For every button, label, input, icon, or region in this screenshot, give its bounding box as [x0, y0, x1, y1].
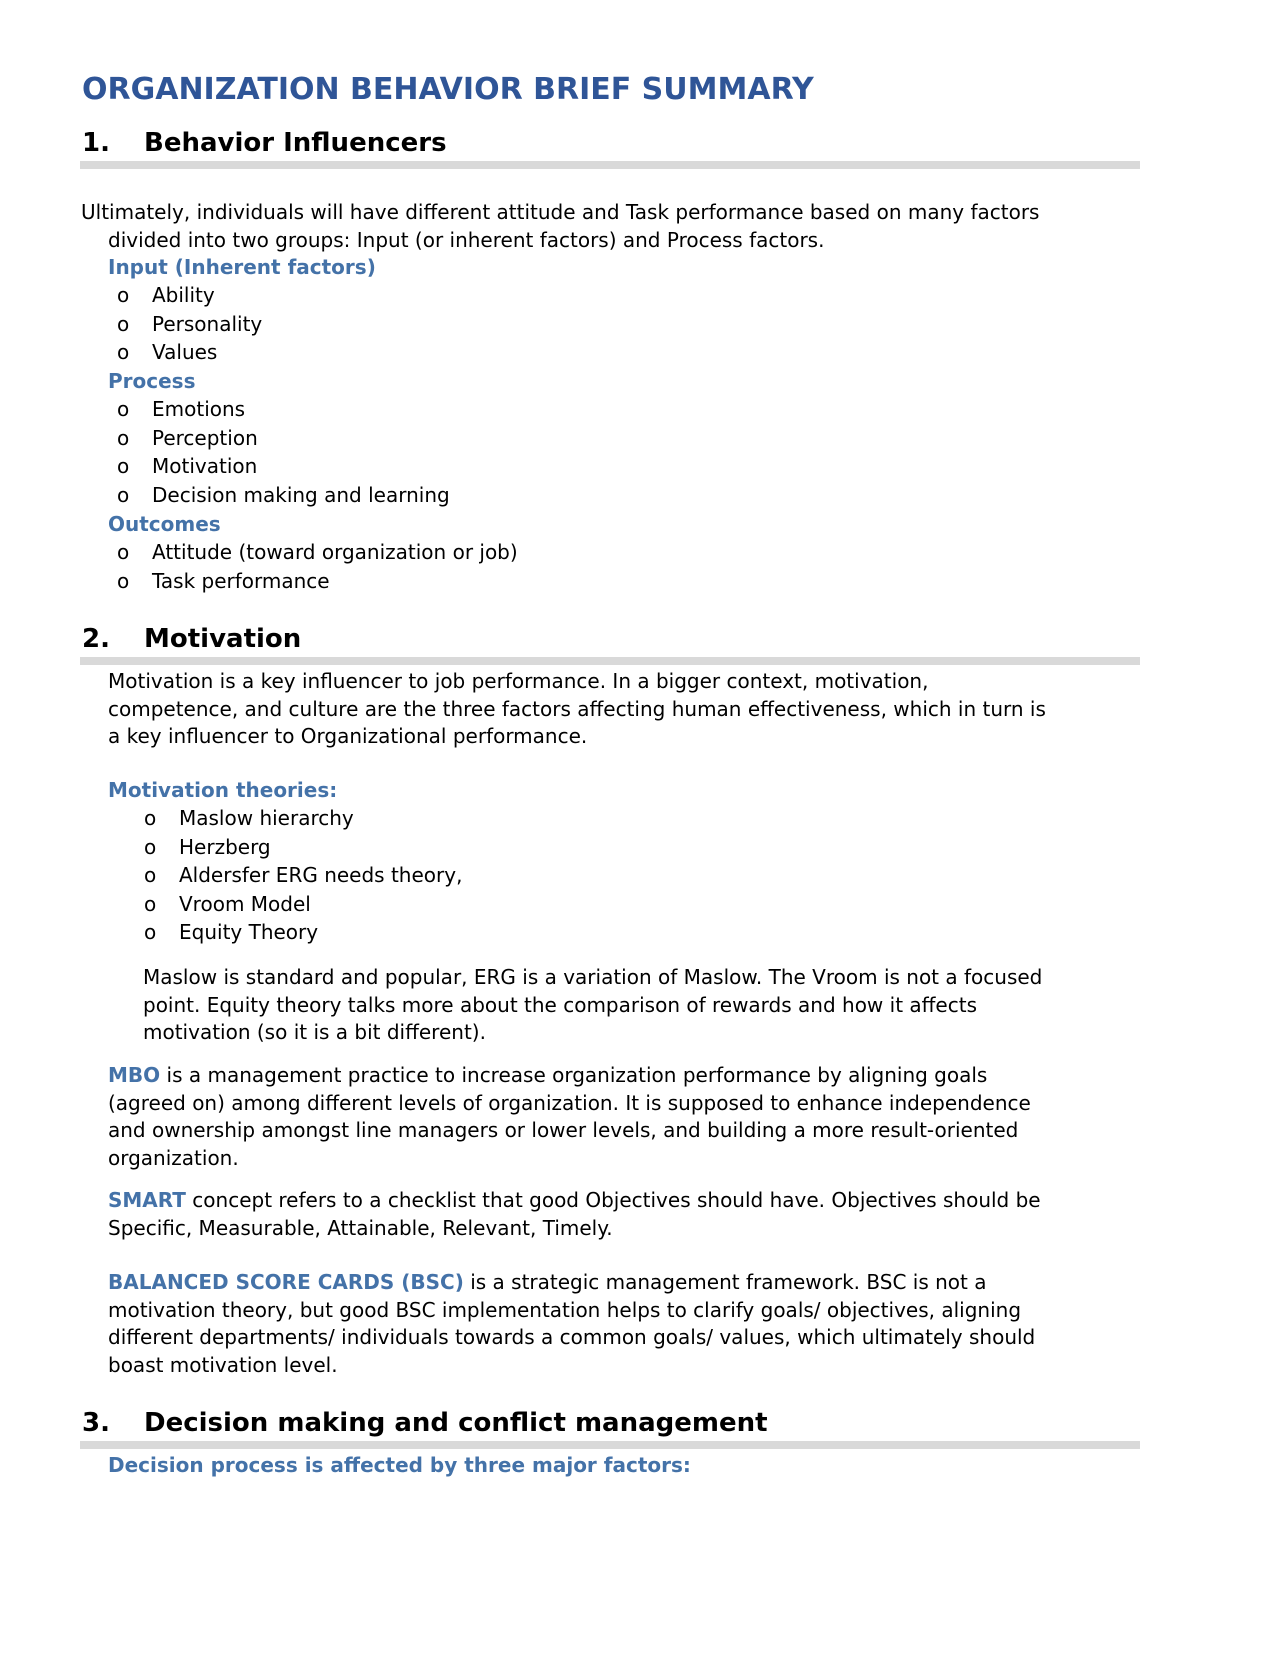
bullet-icon: o — [117, 340, 130, 365]
section-2-heading — [82, 622, 301, 656]
list-item — [117, 452, 450, 481]
mbo-paragraph — [108, 1062, 1031, 1172]
group-label-input: Input (Inherent factors) — [108, 255, 376, 279]
list-item-text: Attitude (toward organization or job) — [152, 540, 518, 564]
text-line: organization. — [108, 1145, 239, 1170]
section-number: 2. — [82, 624, 110, 654]
bullet-icon: o — [117, 283, 130, 307]
list-item — [117, 567, 518, 596]
bullet-icon: o — [117, 311, 130, 336]
section-1-intro — [81, 199, 1039, 254]
group-label-outcomes: Outcomes — [108, 512, 221, 536]
smart-term: SMART — [108, 1188, 186, 1212]
section-3-heading — [82, 1406, 768, 1440]
text-line — [108, 1269, 1035, 1297]
list-item — [117, 310, 262, 339]
text-line: Motivation is a key influencer to job performance. In a bigger context, motivation, — [108, 669, 929, 693]
bullet-icon: o — [117, 568, 130, 593]
section-2-intro — [108, 668, 1046, 751]
list-item-text: Maslow hierarchy — [179, 806, 354, 830]
bullet-icon: o — [144, 920, 157, 945]
list-item-text: Equity Theory — [179, 920, 319, 945]
list-item — [117, 338, 262, 367]
list-item — [144, 804, 462, 833]
list-item — [117, 538, 518, 567]
document-title: ORGANIZATION BEHAVIOR BRIEF SUMMARY — [82, 72, 814, 107]
text-line: different departments/ individuals towards a common goals/ values, which ultimately should — [108, 1325, 1036, 1349]
text-line: and ownership amongst line managers or lower levels, and building a more result-oriented — [108, 1118, 1019, 1142]
process-list — [117, 395, 450, 509]
list-item-text: Aldersfer ERG needs theory, — [179, 863, 463, 888]
list-item-text: Motivation — [152, 454, 258, 479]
list-item-text: Ability — [152, 283, 215, 307]
smart-paragraph — [108, 1187, 1041, 1242]
section-divider — [80, 657, 1140, 665]
list-item — [117, 424, 450, 453]
text-line: Maslow is standard and popular, ERG is a variation of Maslow. The Vroom is not a focused — [143, 965, 1043, 989]
list-item — [144, 833, 462, 862]
text-line: divided into two groups: Input (or inherent factors) and Process factors. — [108, 227, 825, 252]
bullet-icon: o — [144, 863, 157, 888]
list-item-text: Personality — [152, 311, 263, 336]
mbo-term: MBO — [108, 1063, 161, 1087]
section-title: Motivation — [144, 624, 302, 654]
list-item — [117, 481, 450, 510]
text-run: concept refers to a checklist that good Objectives should have. Objectives should be — [185, 1188, 1041, 1212]
bullet-icon: o — [144, 891, 157, 916]
list-item-text: Vroom Model — [179, 891, 311, 916]
bullet-icon: o — [117, 425, 130, 450]
bullet-icon: o — [117, 397, 130, 421]
list-item — [144, 861, 462, 890]
section-title: Behavior Influencers — [144, 128, 447, 158]
section-1-heading — [82, 126, 447, 160]
bullet-icon: o — [117, 482, 130, 507]
theories-list — [144, 804, 462, 947]
text-line: Ultimately, individuals will have different attitude and Task performance based on many factors — [81, 200, 1040, 224]
text-line: competence, and culture are the three factors affecting human effectiveness, which in turn is — [108, 696, 1046, 721]
section-divider — [80, 161, 1140, 169]
text-line: motivation (so it is a bit different). — [143, 1020, 486, 1044]
bullet-icon: o — [144, 834, 157, 859]
list-item-text: Perception — [152, 425, 258, 450]
bullet-icon: o — [117, 540, 130, 564]
text-line: motivation theory, but good BSC implementation helps to clarify goals/ objectives, aligning — [108, 1297, 1022, 1322]
section-number: 1. — [82, 128, 110, 158]
outcomes-list — [117, 538, 518, 595]
list-item-text: Values — [152, 340, 218, 365]
motivation-theories-label: Motivation theories: — [108, 778, 338, 802]
text-run: is a management practice to increase organization performance by aligning goals — [160, 1063, 988, 1087]
list-item — [144, 890, 462, 919]
list-item-text: Herzberg — [179, 834, 271, 859]
group-label-process: Process — [108, 369, 196, 393]
list-item — [117, 395, 450, 424]
list-item-text: Decision making and learning — [152, 482, 450, 507]
text-line: (agreed on) among different levels of organization. It is supposed to enhance independence — [108, 1090, 1031, 1115]
input-list — [117, 281, 262, 367]
bsc-term: BALANCED SCORE CARDS (BSC) — [108, 1270, 464, 1294]
text-line — [108, 1062, 1031, 1090]
section-title: Decision making and conflict management — [144, 1408, 768, 1438]
text-line: point. Equity theory talks more about the comparison of rewards and how it affects — [143, 992, 977, 1017]
decision-factors-label: Decision process is affected by three major factors: — [108, 1453, 691, 1477]
list-item-text: Emotions — [152, 397, 246, 421]
section-divider — [80, 1441, 1140, 1449]
bullet-icon: o — [144, 806, 157, 830]
list-item — [144, 918, 462, 947]
text-line: Specific, Measurable, Attainable, Relevant, Timely. — [108, 1215, 613, 1240]
list-item-text: Task performance — [152, 568, 330, 593]
bsc-paragraph — [108, 1269, 1035, 1379]
text-line — [108, 1187, 1041, 1215]
section-number: 3. — [82, 1408, 110, 1438]
bullet-icon: o — [117, 454, 130, 479]
list-item — [117, 281, 262, 310]
text-line: a key influencer to Organizational performance. — [108, 724, 588, 748]
text-line: boast motivation level. — [108, 1352, 338, 1377]
theories-note — [143, 964, 1042, 1047]
text-run: is a strategic management framework. BSC is not a — [463, 1270, 987, 1294]
